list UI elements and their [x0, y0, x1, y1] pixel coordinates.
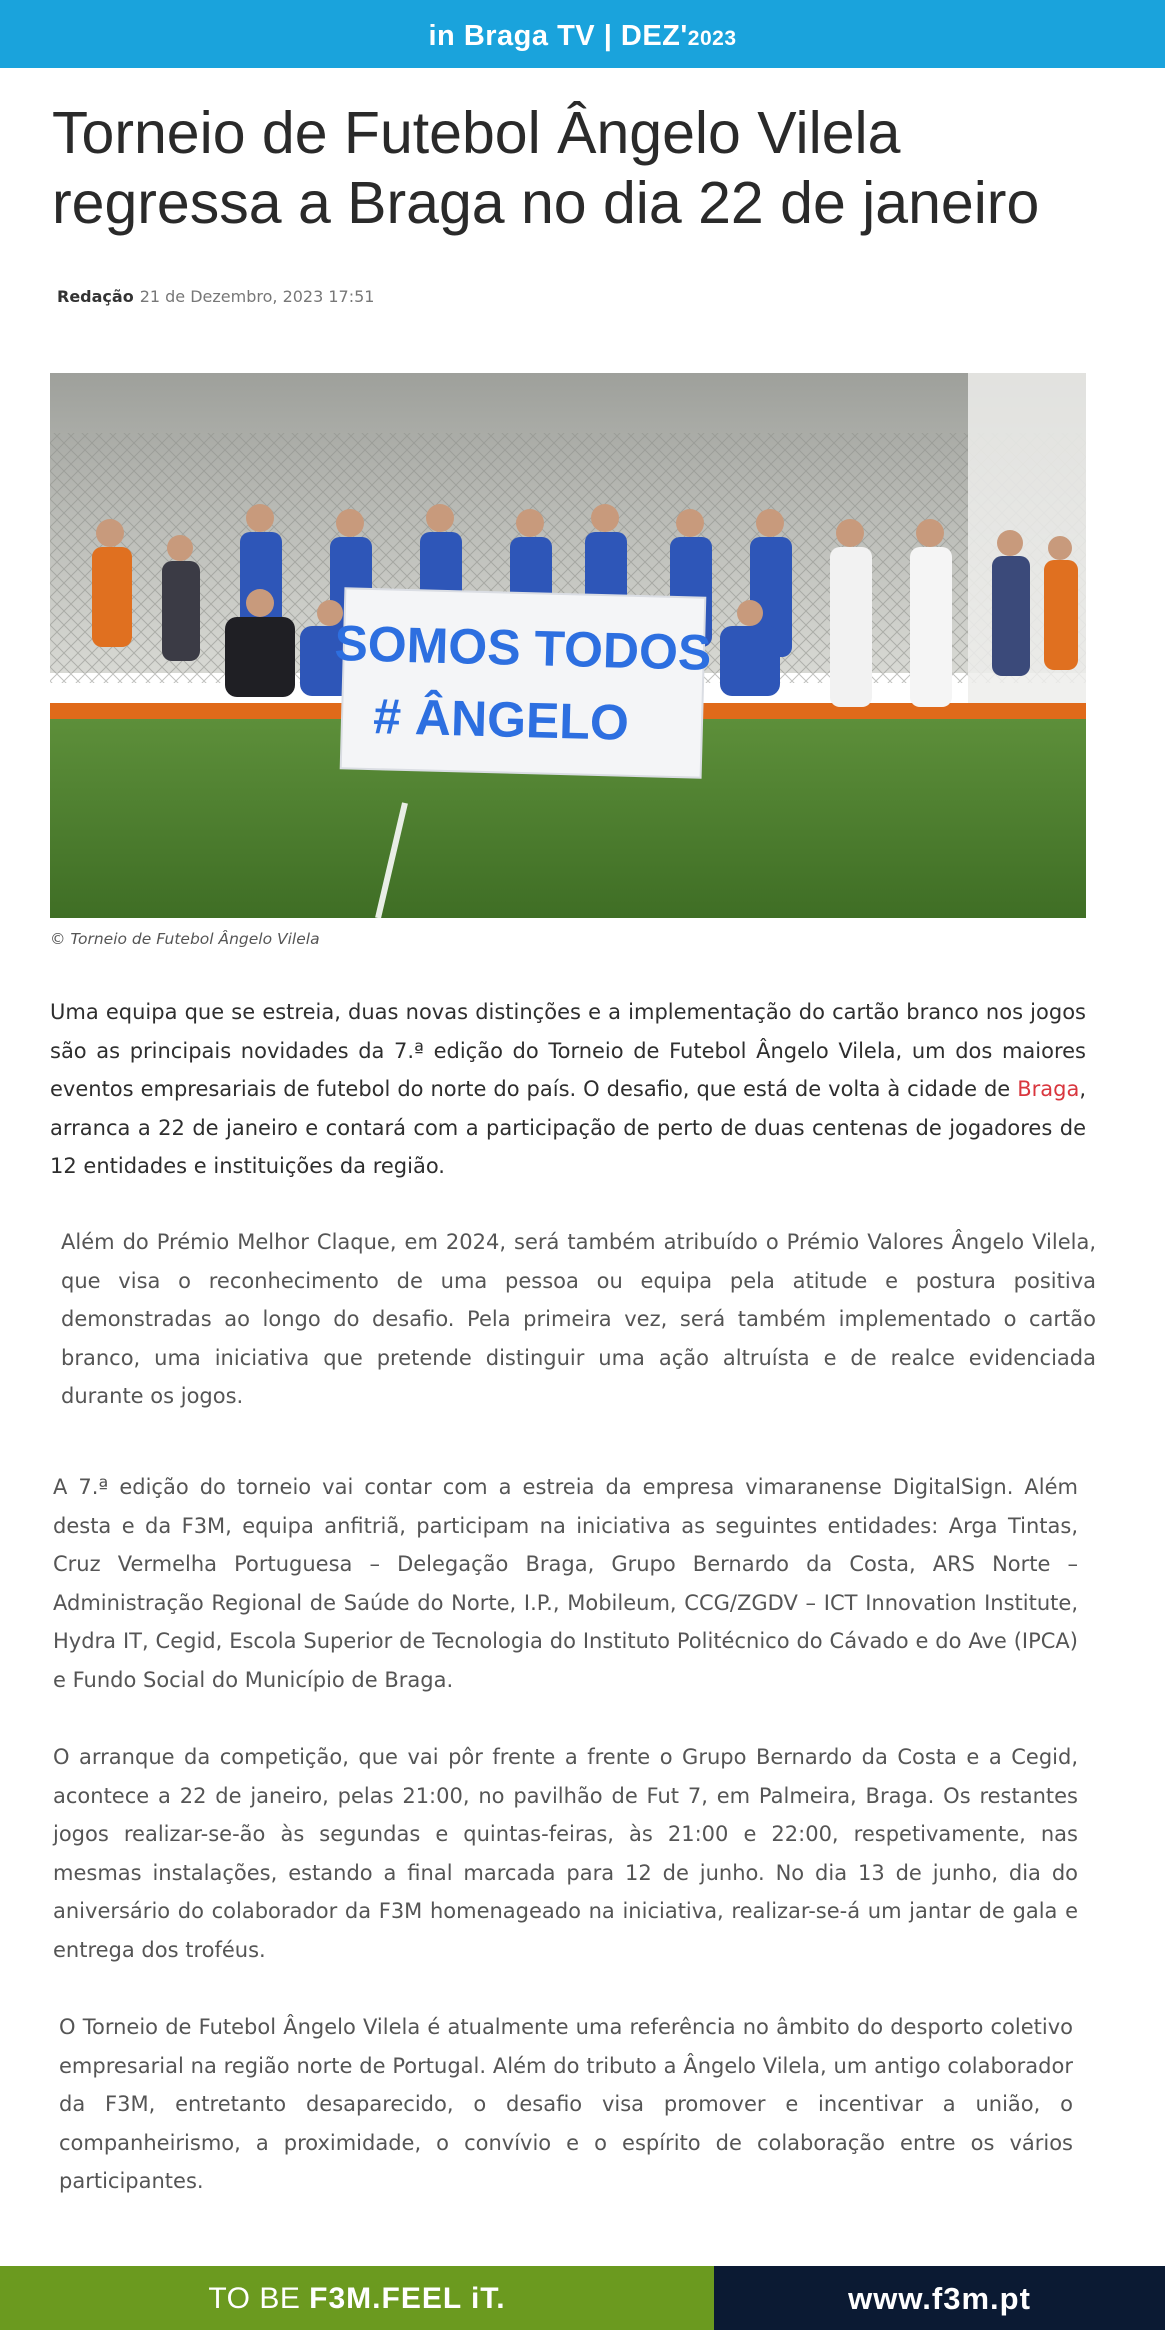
banner-line-2: # ÂNGELO [372, 688, 630, 751]
banner-line-1: SOMOS TODOS [333, 615, 713, 681]
publish-date: 21 de Dezembro, 2023 17:51 [139, 287, 375, 306]
author-link[interactable]: Redação [57, 287, 134, 306]
publication-header [0, 0, 1165, 68]
paragraph-intro-part-2: , arranca a 22 de janeiro e contará com a participação de perto de duas centenas de jogadores de 12 entidades e instituições da região. [50, 1077, 1086, 1179]
article-photo [50, 373, 1086, 918]
website-link[interactable]: www.f3m.pt [714, 2266, 1165, 2330]
photo-banner [334, 588, 712, 777]
paragraph-intro-part-1: Uma equipa que se estreia, duas novas distinções e a implementação do cartão branco nos jogos são as principais novidades da 7.ª edição do Torneio de Futebol Ângelo Vilela, um dos maiores eventos empresariais de futebol do norte do país. O desafio, que está de volta à cidade de [50, 1000, 1086, 1102]
paragraph-tribute: O Torneio de Futebol Ângelo Vilela é atualmente uma referência no âmbito do desporto coletivo empresarial na região norte de Portugal. Além do tributo a Ângelo Vilela, um antigo colaborador da F3M, entretanto desaparecido, o desafio visa promover e incentivar a união, o companheirismo, a proximidade, o convívio e o espírito de colaboração entre os vários participantes. [59, 2015, 1073, 2194]
photo-caption: © Torneio de Futebol Ângelo Vilela [50, 930, 320, 948]
braga-link[interactable]: Braga [1017, 1077, 1080, 1102]
footer-slogan [0, 2266, 714, 2330]
slogan-prefix: TO BE [208, 2282, 310, 2315]
publication-brand: in Braga TV | DEZ' [428, 20, 688, 52]
article-title: Torneio de Futebol Ângelo Vilela regressa a Braga no dia 22 de janeiro [52, 100, 1040, 236]
paragraph-intro [50, 993, 1086, 1186]
paragraph-schedule: O arranque da competição, que vai pôr frente a frente o Grupo Bernardo da Costa e a Cegid, acontece a 22 de janeiro, pelas 21:00, no pavilhão de Fut 7, em Palmeira, Braga. Os restantes jogos realizar-se-ão às segundas e quintas-feiras, às 21:00 e 22:00, respetivamente, nas mesmas instalações, estando a final marcada para 12 de junho. No dia 13 de junho, dia do aniversário do colaborador da F3M homenageado na iniciativa, realizar-se-á um jantar de gala e entrega dos troféus. [53, 1745, 1078, 1962]
paragraph-participants: A 7.ª edição do torneio vai contar com a estreia da empresa vimaranense DigitalSign. Além desta e da F3M, equipa anfitriã, participam na iniciativa as seguintes entidades: Arga Tintas, Cruz Vermelha Portuguesa – Delegação Braga, Grupo Bernardo da Costa, ARS Norte – Administração Regional de Saúde do Norte, I.P., Mobileum, CCG/ZGDV – ICT Innovation Institute, Hydra IT, Cegid, Escola Superior de Tecnologia do Instituto Politécnico do Cávado e do Ave (IPCA) e Fundo Social do Município de Braga. [53, 1475, 1078, 1692]
paragraph-awards: Além do Prémio Melhor Claque, em 2024, será também atribuído o Prémio Valores Ângelo Vilela, que visa o reconhecimento de uma pessoa ou equipa pela atitude e postura positiva demonstradas ao longo do desafio. Pela primeira vez, será também implementado o cartão branco, uma iniciativa que pretende distinguir uma ação altruísta e de realce evidenciada durante os jogos. [61, 1230, 1096, 1409]
slogan-brand: F3M.FEEL iT. [309, 2282, 506, 2315]
byline [57, 287, 374, 306]
publication-year: 2023 [687, 27, 737, 50]
